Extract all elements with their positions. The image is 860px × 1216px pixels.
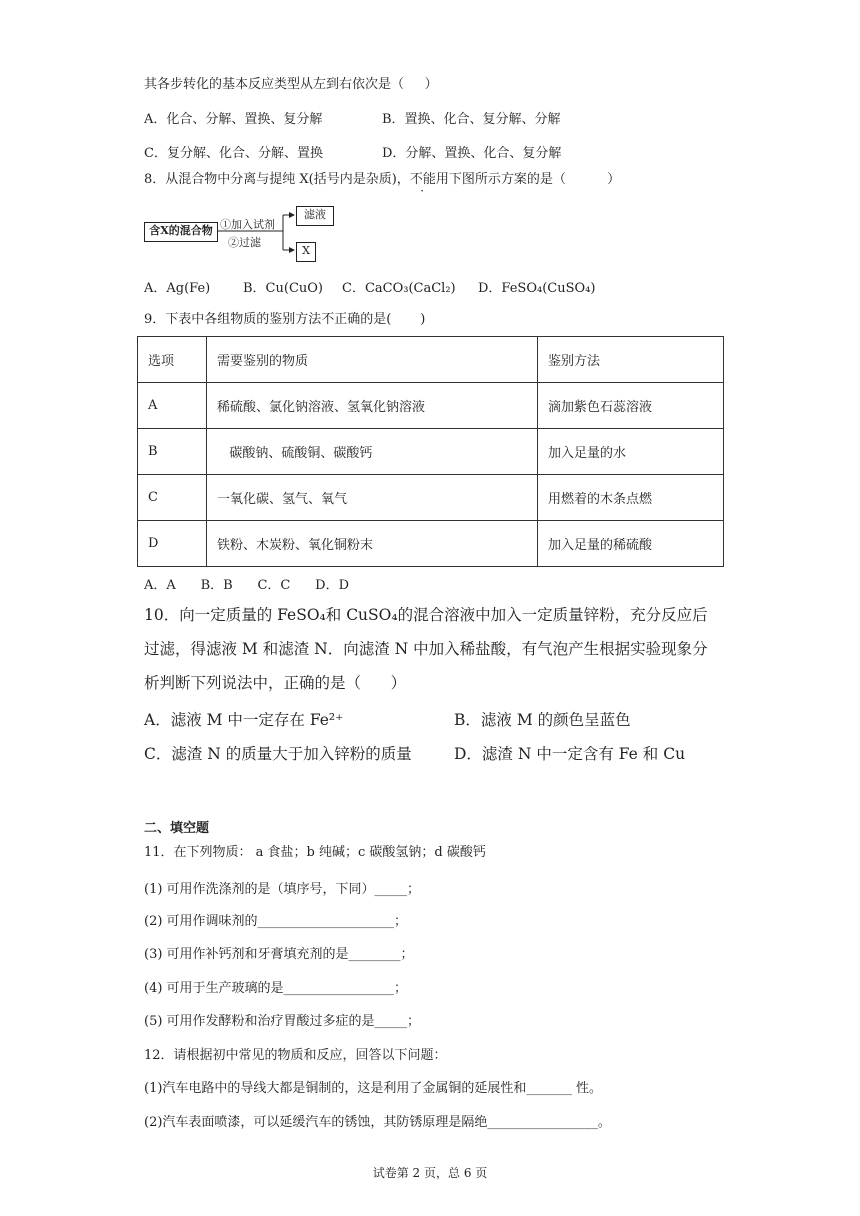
- q8-option-b: B．Cu(CuO): [243, 281, 323, 296]
- table-cell: 碳酸钠、硫酸铜、碳酸钙: [207, 429, 538, 475]
- q8-stem-c: 用下图所示方案的是（ ）: [435, 172, 621, 187]
- q9-table: [137, 336, 724, 567]
- table-cell: 一氧化碳、氢气、氧气: [207, 475, 538, 521]
- section-title: 二、填空题: [144, 821, 210, 836]
- table-cell: D: [138, 521, 207, 567]
- q10-option-c: C．滤渣 N 的质量大于加入锌粉的质量: [144, 745, 412, 763]
- arrow-lines: [217, 205, 297, 265]
- q11-item-1: (1) 可用作洗涤剂的是（填序号，下同）_____；: [144, 882, 421, 897]
- q11-item-5: (5) 可用作发酵粉和治疗胃酸过多症的是_____；: [144, 1014, 421, 1029]
- step1-label: ①加入试剂: [220, 218, 275, 231]
- q10-option-a: A．滤液 M 中一定存在 Fe²⁺: [144, 711, 344, 729]
- table-cell: 用燃着的木条点燃: [538, 475, 724, 521]
- table-cell: C: [138, 475, 207, 521]
- q12-item-2: (2)汽车表面喷漆，可以延缓汽车的锈蚀，其防锈原理是隔绝_________________。: [144, 1115, 611, 1130]
- q7-option-c: C．复分解、化合、分解、置换: [144, 146, 323, 161]
- q11-item-2: (2) 可用作调味剂的_____________________；: [144, 914, 408, 929]
- table-cell: 加入足量的稀硫酸: [538, 521, 724, 567]
- q8-option-c: C．CaCO₃(CaCl₂): [342, 281, 456, 296]
- product-box: X: [296, 242, 316, 262]
- table-cell: 加入足量的水: [538, 429, 724, 475]
- q10-option-b: B．滤液 M 的颜色呈蓝色: [454, 711, 631, 729]
- q12-item-1: (1)汽车电路中的导线大都是铜制的，这是利用了金属铜的延展性和_______ 性。: [144, 1081, 603, 1096]
- table-row: [138, 521, 724, 567]
- q12-stem: 12．请根据初中常见的物质和反应，回答以下问题：: [144, 1048, 447, 1063]
- page-footer: 试卷第 2 页，总 6 页: [372, 1166, 488, 1180]
- table-header-row: [138, 337, 724, 383]
- table-cell: A: [138, 383, 207, 429]
- q8-option-a: A．Ag(Fe): [144, 281, 211, 296]
- q10-line3: 析判断下列说法中，正确的是（ ）: [144, 674, 407, 692]
- q8-stem-a: 8．从混合物中分离与提纯 X(括号内是杂质)，: [144, 172, 410, 187]
- q7-stem: 其各步转化的基本反应类型从左到右依次是（ ）: [144, 77, 438, 92]
- q7-option-d: D．分解、置换、化合、复分解: [382, 146, 562, 161]
- q10-line1: 10．向一定质量的 FeSO₄和 CuSO₄的混合溶液中加入一定质量锌粉，充分反应后: [144, 606, 708, 624]
- table-header: 选项: [138, 337, 207, 383]
- q8-option-d: D．FeSO₄(CuSO₄): [478, 281, 596, 296]
- table-cell: 稀硫酸、氯化钠溶液、氢氧化钠溶液: [207, 383, 538, 429]
- step2-label: ②过滤: [228, 236, 261, 249]
- filtrate-box: 滤液: [296, 206, 334, 226]
- table-cell: 滴加紫色石蕊溶液: [538, 383, 724, 429]
- table-cell: 铁粉、木炭粉、氧化铜粉末: [207, 521, 538, 567]
- q10-option-d: D．滤渣 N 中一定含有 Fe 和 Cu: [454, 745, 686, 763]
- table-header: 需要鉴别的物质: [207, 337, 538, 383]
- q9-stem: 9．下表中各组物质的鉴别方法不正确的是( ): [144, 312, 426, 327]
- q11-item-3: (3) 可用作补钙剂和牙膏填充剂的是________；: [144, 947, 414, 962]
- table-row: [138, 429, 724, 475]
- table-row: [138, 475, 724, 521]
- q8-stem-emphasis: 不能: [409, 172, 436, 187]
- separation-diagram: [144, 205, 344, 265]
- q7-option-b: B．置换、化合、复分解、分解: [382, 112, 561, 127]
- q11-stem: 11．在下列物质： a 食盐；b 纯碱；c 碳酸氢钠；d 碳酸钙: [144, 845, 486, 860]
- table-cell: B: [138, 429, 207, 475]
- mixture-box: 含X的混合物: [144, 222, 218, 242]
- q10-line2: 过滤，得滤液 M 和滤渣 N．向滤渣 N 中加入稀盐酸，有气泡产生根据实验现象分: [144, 640, 708, 658]
- table-header: 鉴别方法: [538, 337, 724, 383]
- table-row: [138, 383, 724, 429]
- q8-stem: [144, 171, 620, 189]
- q7-option-a: A．化合、分解、置换、复分解: [144, 112, 323, 127]
- q9-options: A．A B．B C．C D．D: [144, 578, 350, 593]
- q11-item-4: (4) 可用于生产玻璃的是_________________；: [144, 981, 408, 996]
